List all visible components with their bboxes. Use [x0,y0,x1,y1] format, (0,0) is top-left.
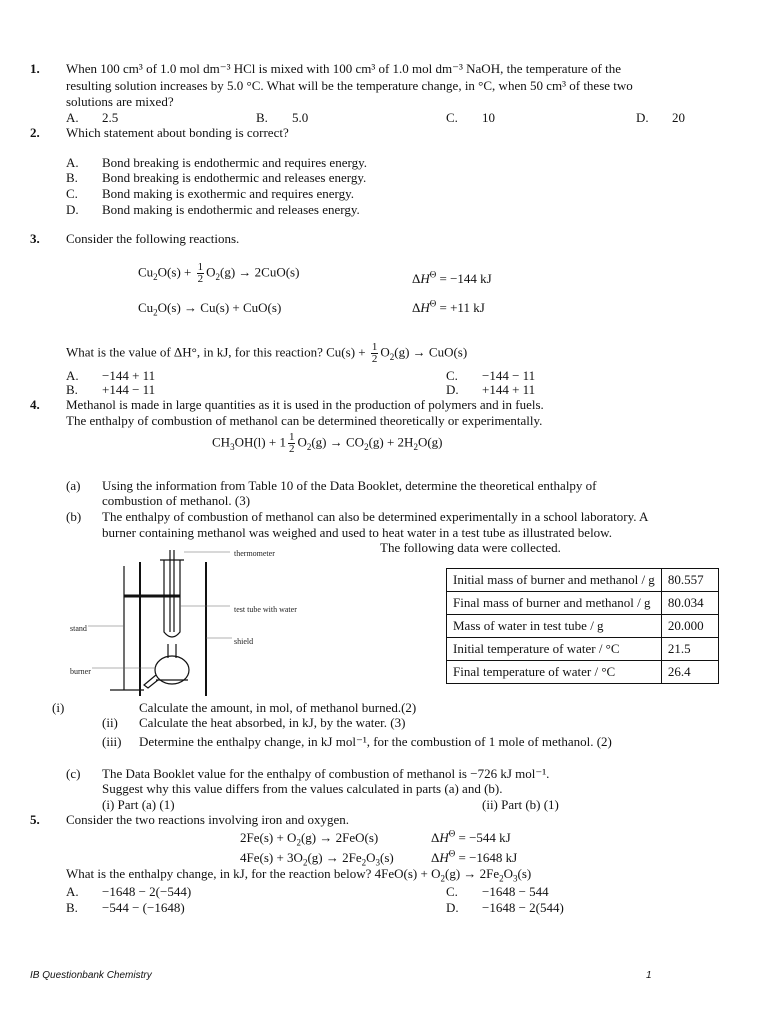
option-text: +144 − 11 [102,382,156,397]
table-row [447,615,719,638]
option-letter: D. [446,900,459,915]
table-cell-value: 80.557 [661,569,718,592]
question-text: Which statement about bonding is correct? [66,125,289,140]
option-text: 2.5 [102,110,119,125]
part-text: (i) Part (a) (1) [102,797,175,812]
table-cell-value: 26.4 [661,661,718,684]
option-text: 5.0 [292,110,309,125]
question-text: Consider the two reactions involving iron and oxygen. [66,812,350,827]
part-label: (b) [66,509,82,524]
equation: $4Fe(s) + 3O_2(g) \to 2Fe_2O_3(s)$ [240,850,394,868]
part-text: (ii) Part (b) (1) [482,797,559,812]
option-letter: D. [66,202,79,217]
option-letter: D. [446,382,459,397]
subpart-text: Calculate the amount, in mol, of methanol burned.(2) [139,700,417,715]
diagram-label-shield: shield [234,637,254,646]
table-cell-value: 21.5 [661,638,718,661]
enthalpy-text: = −144 kJ [439,271,492,286]
equation: $CH_3OH(l) + 1$ $\frac{1}{2}$ $O_2(g) \to CO_2(g) + 2H_2O(g)$ [212,431,443,455]
option-letter: B. [256,110,268,125]
option-text: −544 − (−1648) [102,900,185,915]
subpart-text: Determine the enthalpy change, in kJ mol⁻¹, for the combustion of 1 mole of methanol. (2) [139,734,612,749]
enthalpy-value: $\Delta H^\Theta = -144$ kJ [412,269,492,286]
part-text: combustion of methanol. (3) [102,493,251,508]
part-text: burner containing methanol was weighed and used to heat water in a test tube as illustrated below. [102,525,612,540]
table-cell-label: Initial mass of burner and methanol / g [447,569,662,592]
part-text: The enthalpy of combustion of methanol can also be determined experimentally in a school laboratory. A [102,509,649,524]
apparatus-diagram [60,540,320,700]
option-letter: C. [446,110,458,125]
table-row [447,661,719,684]
part-text: Using the information from Table 10 of the Data Booklet, determine the theoretical enthalpy of [102,478,597,493]
part-text: The following data were collected. [380,540,561,555]
table-cell-value: 80.034 [661,592,718,615]
table-cell-value: 20.000 [661,615,718,638]
question-stem: What is the enthalpy change, in kJ, for the reaction below? [66,866,372,881]
option-letter: B. [66,900,78,915]
table-row [447,638,719,661]
question-number: 4. [30,397,40,412]
option-text: −1648 − 544 [482,884,549,899]
part-label: (a) [66,478,81,493]
question-text: solutions are mixed? [66,94,174,109]
equation: $Cu_2O(s) \to Cu(s) + CuO(s)$ [138,300,282,318]
option-letter: C. [66,186,78,201]
question-text: The enthalpy of combustion of methanol can be determined theoretically or experimentally. [66,413,543,428]
diagram-label-burner: burner [70,667,91,676]
test-tube [164,560,180,637]
diagram-label-thermometer: thermometer [234,549,275,558]
question-stem: What is the value of ΔH°, in kJ, for this reaction? [66,344,323,360]
part-text: The Data Booklet value for the enthalpy of combustion of methanol is −726 kJ mol⁻¹. [102,766,550,781]
part-label: (c) [66,766,81,781]
footer-title: IB Questionbank Chemistry [30,970,152,981]
option-letter: C. [446,368,458,383]
question-number: 2. [30,125,40,140]
question-text: What is the enthalpy change, in kJ, for the reaction below? $4FeO(s) + O_2(g) \to 2Fe_2O_3(s)$ [66,866,532,884]
table-row [447,592,719,615]
part-text: Suggest why this value differs from the values calculated in parts (a) and (b). [102,781,503,796]
option-letter: B. [66,382,78,397]
subpart-text: Calculate the heat absorbed, in kJ, by the water. (3) [139,715,406,730]
table-cell-label: Final mass of burner and methanol / g [447,592,662,615]
option-letter: A. [66,884,79,899]
option-text: Bond making is exothermic and requires energy. [102,186,354,201]
option-text: −1648 − 2(544) [482,900,564,915]
option-text: 20 [672,110,685,125]
option-text: −144 − 11 [482,368,536,383]
question-text: What is the value of ΔH°, in kJ, for this reaction? Cu(s) + $\frac{1}{2}$ $O_2(g) \to CuO(s)$ [66,341,468,365]
option-text: Bond breaking is endothermic and releases energy. [102,170,367,185]
enthalpy-value: $\Delta H^\Theta = -1648$ kJ [431,848,518,865]
enthalpy-text: = +11 kJ [439,300,485,315]
question-number: 1. [30,61,40,76]
option-letter: B. [66,170,78,185]
data-table [446,568,719,684]
question-text: resulting solution increases by 5.0 °C. What will be the temperature change, in °C, when 50 cm³ of these two [66,78,633,93]
question-text: Consider the following reactions. [66,231,240,246]
table-cell-label: Mass of water in test tube / g [447,615,662,638]
enthalpy-value: $\Delta H^\Theta = +11$ kJ [412,298,485,315]
option-letter: A. [66,110,79,125]
option-text: −144 + 11 [102,368,156,383]
question-text: When 100 cm³ of 1.0 mol dm⁻³ HCl is mixed with 100 cm³ of 1.0 mol dm⁻³ NaOH, the temperature of the [66,61,621,76]
burner-handle [144,675,158,688]
option-letter: A. [66,155,79,170]
option-text: −1648 − 2(−544) [102,884,192,899]
table-row [447,569,719,592]
option-text: Bond breaking is endothermic and requires energy. [102,155,367,170]
option-text: 10 [482,110,495,125]
table-cell-label: Initial temperature of water / °C [447,638,662,661]
option-letter: C. [446,884,458,899]
option-letter: A. [66,368,79,383]
question-number: 3. [30,231,40,246]
option-letter: D. [636,110,649,125]
diagram-label-test-tube: test tube with water [234,605,297,614]
enthalpy-text: = −1648 kJ [458,850,518,865]
enthalpy-text: = −544 kJ [458,830,511,845]
equation: $2Fe(s) + O_2(g) \to 2FeO(s)$ [240,830,379,848]
subpart-label: (ii) [102,715,118,730]
enthalpy-value: $\Delta H^\Theta = -544$ kJ [431,828,511,845]
subpart-label: (i) [52,700,65,715]
option-text: Bond making is endothermic and releases energy. [102,202,360,217]
question-number: 5. [30,812,40,827]
table-cell-label: Final temperature of water / °C [447,661,662,684]
page-number: 1 [646,970,652,981]
equation: $Cu_2O(s)$ + $\frac{1}{2}$ $O_2(g) \to 2CuO(s)$ [138,261,300,285]
question-text: Methanol is made in large quantities as it is used in the production of polymers and in fuels. [66,397,544,412]
option-text: +144 + 11 [482,382,536,397]
diagram-label-stand: stand [70,624,87,633]
subpart-label: (iii) [102,734,122,749]
